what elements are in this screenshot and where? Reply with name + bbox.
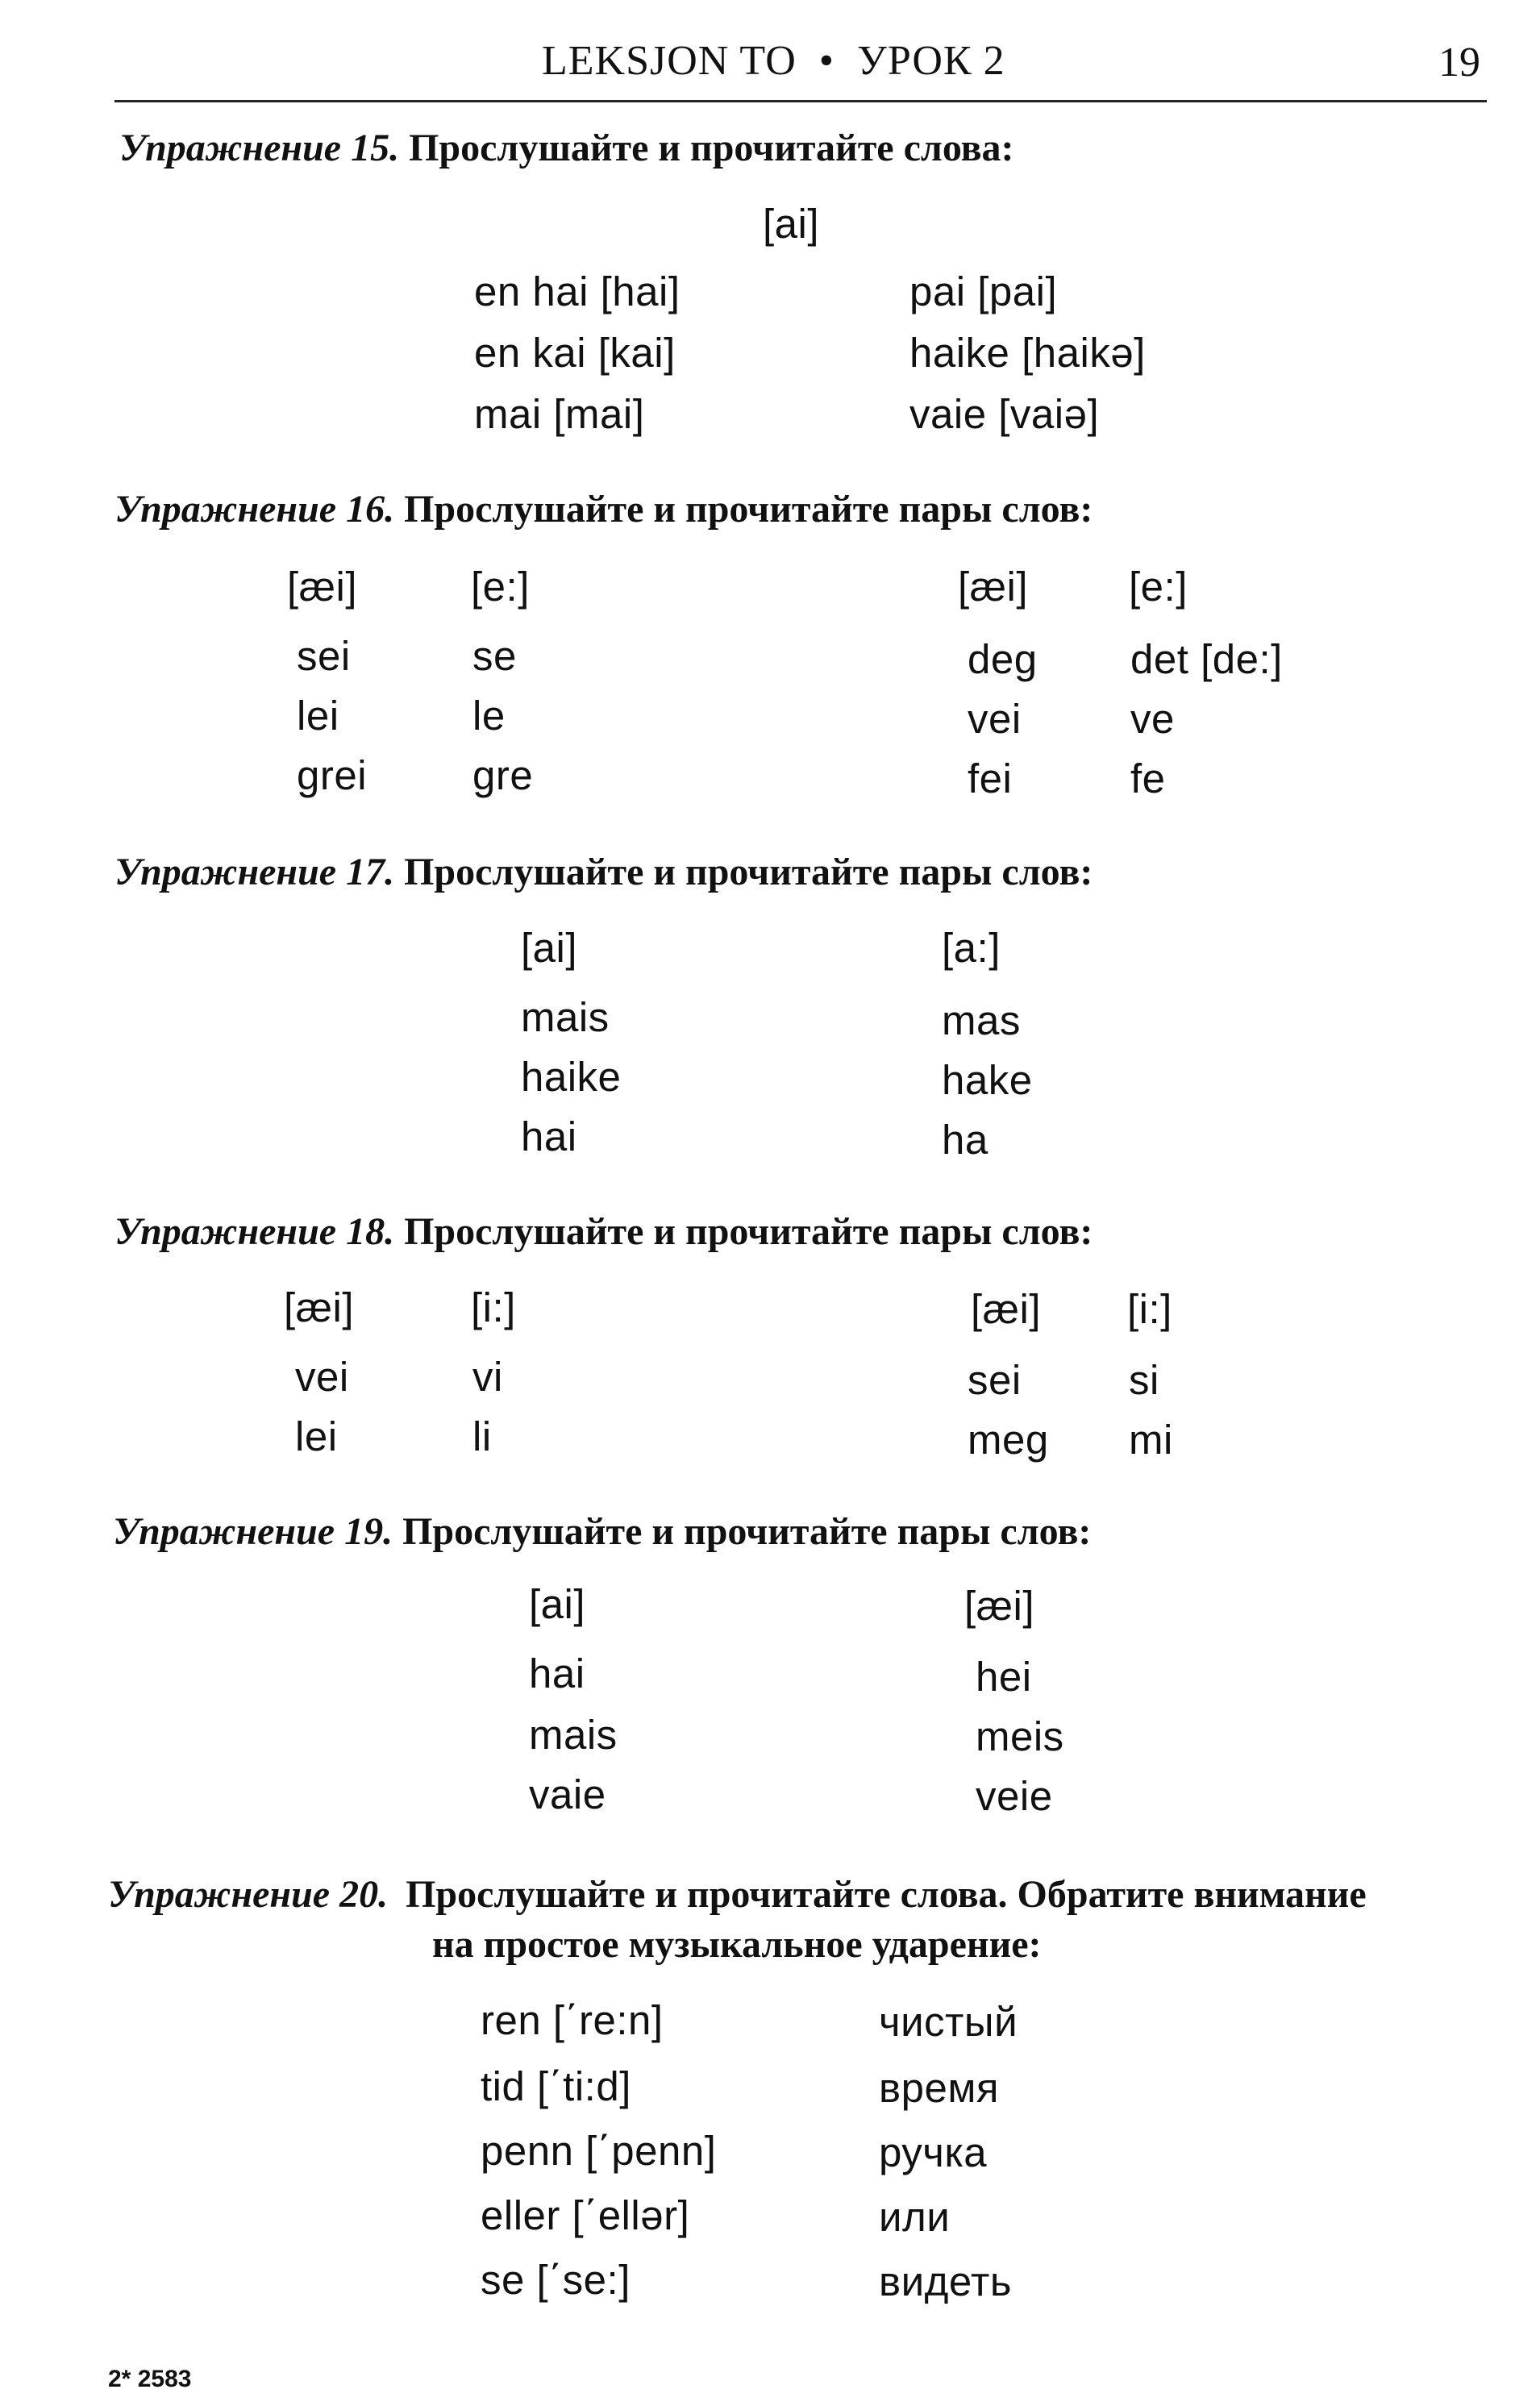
ex16-header-3: [æi] (958, 564, 1029, 610)
ex20-col1-row1: ren [΄re:n] (481, 1997, 664, 2043)
ex16-col1-row1: sei (297, 633, 351, 679)
exercise-20-instruction-line2 (432, 1922, 1042, 1967)
ex17-col2-row1: mas (942, 997, 1021, 1043)
ex16-col2-row2: le (472, 693, 506, 739)
ex19-col1-row1: hai (529, 1650, 585, 1696)
ex18-col2-row1: vi (472, 1354, 503, 1400)
header-rule (114, 100, 1487, 102)
ex19-header-2: [æi] (964, 1583, 1035, 1629)
ex17-col1-row2: haike (521, 1054, 622, 1100)
ex16-col1-row3: grei (297, 752, 368, 798)
ex20-col1-row3: penn [΄penn] (481, 2128, 717, 2174)
exercise-15-title (119, 126, 1014, 170)
ex20-col2-row1: чистый (879, 1999, 1018, 2045)
printer-signature: 2* 2583 (108, 2366, 192, 2392)
ex19-col1-row2: mais (529, 1712, 618, 1758)
ex18-col1-row1: vei (295, 1354, 349, 1400)
ex15-col2-row1: pai [pai] (909, 268, 1058, 314)
exercise-19-title (113, 1509, 1091, 1554)
exercise-18-title (114, 1209, 1093, 1254)
ex20-col1-row4: eller [΄ellər] (481, 2192, 690, 2238)
ex19-col1-row3: vaie (529, 1771, 606, 1817)
ex18-header-1: [æi] (284, 1284, 355, 1330)
ex16-col3-row1: deg (968, 636, 1038, 682)
ex16-col1-row2: lei (297, 693, 339, 739)
ex19-col2-row2: meis (976, 1713, 1064, 1759)
ex18-header-4: [i:] (1127, 1286, 1172, 1332)
ex19-col2-row3: veie (976, 1773, 1053, 1819)
exercise-number: Упражнение 20. (108, 1873, 389, 1916)
ex17-header-1: [ai] (521, 925, 578, 971)
ex16-col3-row2: vei (968, 696, 1022, 742)
ex16-header-4: [e:] (1129, 564, 1188, 610)
ex18-col2-row2: li (472, 1413, 492, 1459)
ex16-header-2: [e:] (471, 564, 530, 610)
ex17-col2-row2: hake (942, 1057, 1033, 1103)
exercise-number: Упражнение 17. (114, 851, 395, 893)
page-number: 19 (1438, 40, 1480, 85)
ex17-col1-row1: mais (521, 994, 610, 1040)
ex18-header-2: [i:] (471, 1284, 516, 1330)
exercise-number: Упражнение 18. (114, 1210, 395, 1253)
ex15-col2-row3: vaie [vaiə] (909, 391, 1100, 437)
separator-dot: • (818, 38, 835, 84)
ex18-col4-row1: si (1129, 1357, 1159, 1403)
exercise-16-title (114, 487, 1093, 531)
ex19-header-1: [ai] (529, 1581, 586, 1627)
ex16-col4-row3: fe (1130, 756, 1166, 801)
exercise-instruction-line2: на простое музыкальное ударение: (432, 1923, 1042, 1966)
ex15-col2-row2: haike [haikə] (909, 330, 1146, 376)
exercise-17-title (114, 850, 1093, 894)
ex18-col3-row2: meg (968, 1417, 1049, 1463)
ex16-col4-row2: ve (1130, 696, 1175, 742)
exercise-instruction: Прослушайте и прочитайте пары слов: (404, 488, 1093, 531)
exercise-instruction: Прослушайте и прочитайте пары слов: (404, 1210, 1093, 1253)
ex17-col2-row3: ha (942, 1117, 989, 1163)
running-head-left: LEKSJON TO (542, 38, 797, 84)
ex20-col2-row4: или (879, 2194, 951, 2240)
exercise-number: Упражнение 16. (114, 488, 395, 531)
exercise-number: Упражнение 19. (113, 1510, 393, 1553)
ex15-col1-row3: mai [mai] (474, 391, 645, 437)
ex16-col4-row1: det [de:] (1130, 636, 1283, 682)
exercise-20-title (108, 1872, 1367, 1917)
ex18-col4-row2: mi (1129, 1417, 1173, 1463)
exercise-15-heading: [ai] (763, 201, 820, 247)
ex17-header-2: [a:] (942, 925, 1001, 971)
exercise-instruction-line1: Прослушайте и прочитайте слова. Обратите внимание (406, 1873, 1367, 1916)
exercise-number: Упражнение 15. (119, 127, 400, 169)
ex15-col1-row1: en hai [hai] (474, 268, 681, 314)
ex19-col2-row1: hei (976, 1654, 1032, 1700)
ex18-col3-row1: sei (968, 1357, 1022, 1403)
ex18-header-3: [æi] (971, 1286, 1042, 1332)
ex16-header-1: [æi] (287, 564, 358, 610)
running-head (542, 37, 1005, 85)
ex20-col1-row5: se [΄se:] (481, 2257, 631, 2303)
exercise-instruction: Прослушайте и прочитайте слова: (409, 127, 1014, 169)
ex15-col1-row2: en kai [kai] (474, 330, 676, 376)
running-head-right: УРОК 2 (857, 38, 1005, 84)
ex20-col2-row2: время (879, 2065, 1000, 2111)
exercise-instruction: Прослушайте и прочитайте пары слов: (402, 1510, 1092, 1553)
ex20-col1-row2: tid [΄ti:d] (481, 2063, 631, 2109)
ex16-col2-row3: gre (472, 752, 534, 798)
ex18-col1-row2: lei (295, 1413, 338, 1459)
ex17-col1-row3: hai (521, 1114, 577, 1159)
ex20-col2-row3: ручка (879, 2129, 988, 2175)
exercise-instruction: Прослушайте и прочитайте пары слов: (404, 851, 1093, 893)
ex16-col2-row1: se (472, 633, 517, 679)
ex16-col3-row3: fei (968, 756, 1013, 801)
ex20-col2-row5: видеть (879, 2258, 1012, 2304)
